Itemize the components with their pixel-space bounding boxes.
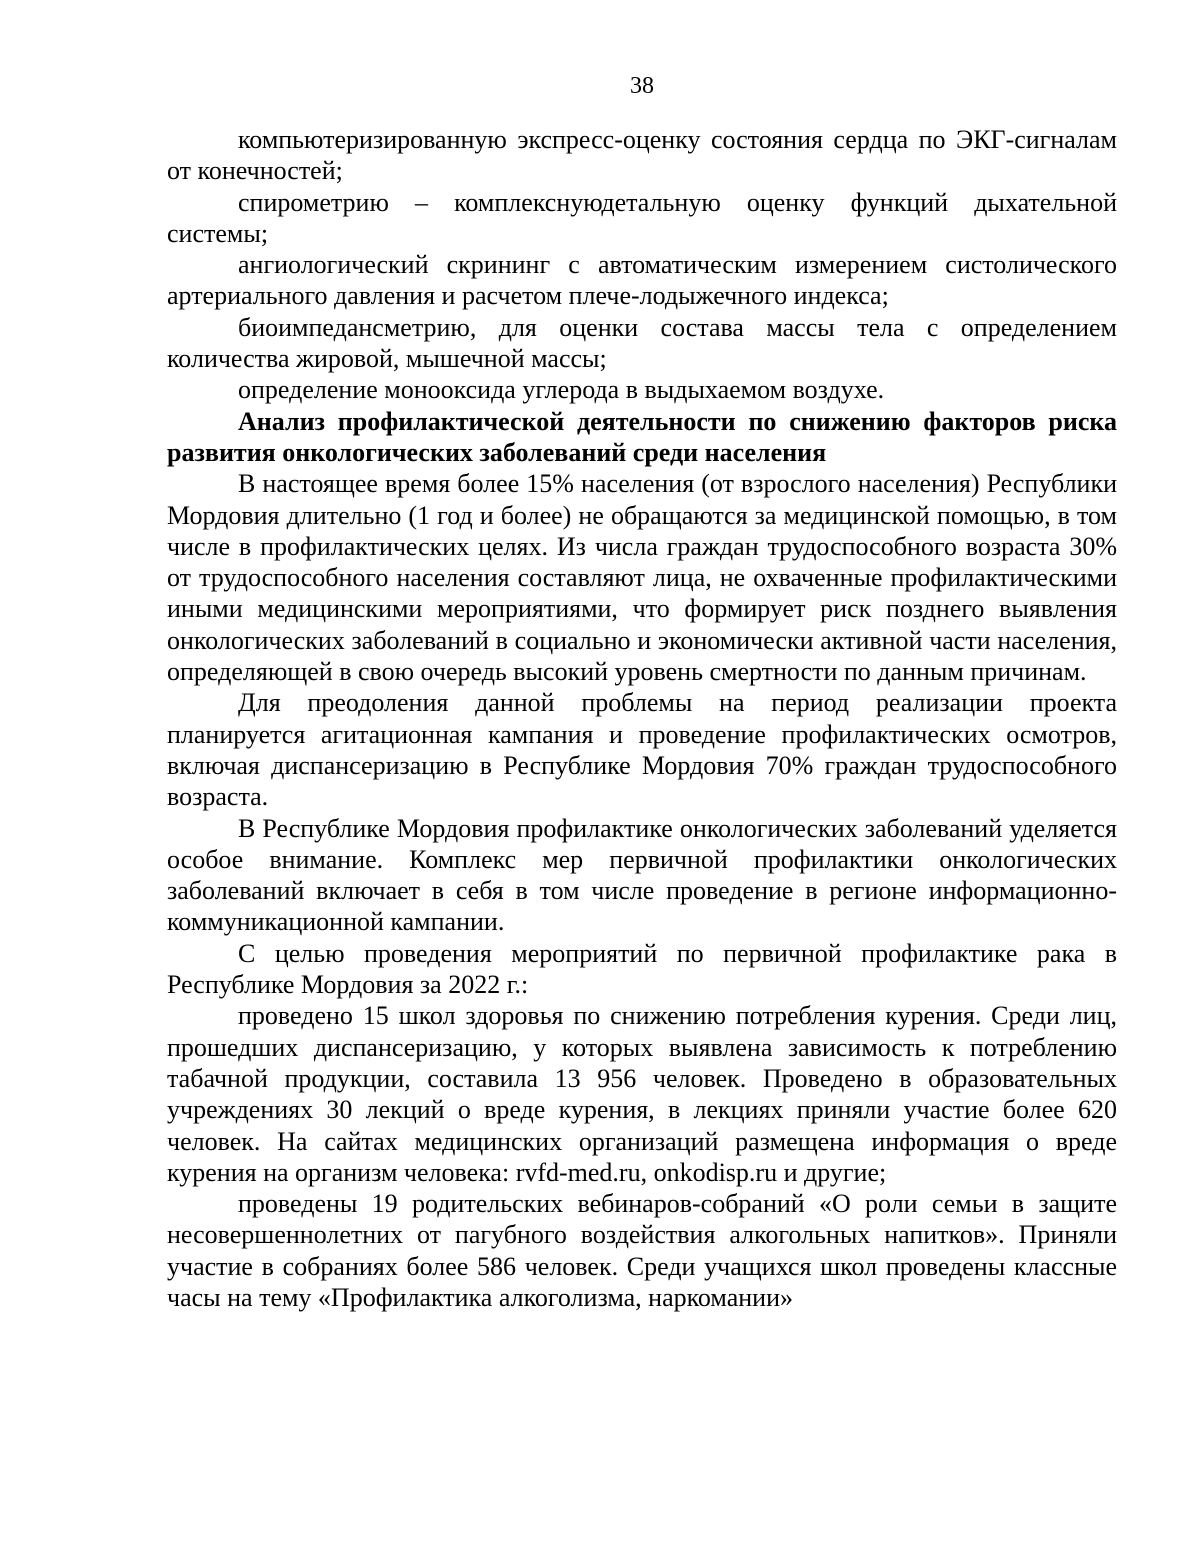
list-item-spirometry: спирометрию – комплекснуюдетальную оценку функций дыхательной системы; [167, 187, 1117, 248]
paragraph-campaign: Для преодоления данной проблемы на период реализации проекта планируется агитационная кампания и проведение профилактических осмотров, включая диспансеризацию в Республике Мордовия 70% граждан трудоспособного возраста. [167, 688, 1117, 812]
list-item-webinars: проведены 19 родительских вебинаров-собраний «О роли семьи в защите несовершеннолетних от пагубного воздействия алкогольных напитков». Приняли участие в собраниях более 586 человек. Среди учащихся школ проведены классные часы на тему «Профилактика алкоголизма, наркомании» [167, 1189, 1117, 1312]
paragraph-prevention: В Республике Мордовия профилактике онкологических заболеваний уделяется особое внимание. Комплекс мер первичной профилактики онкологических заболеваний включает в себя в том числе проведение в регионе информационно-коммуникационной кампании. [167, 813, 1117, 937]
list-item-carbon-monoxide: определение монооксида углерода в выдыхаемом воздухе. [238, 375, 885, 405]
list-item-ecg: компьютеризированную экспресс-оценку состояния сердца по ЭКГ-сигналам от конечностей; [167, 125, 1117, 186]
section-heading: Анализ профилактической деятельности по снижению факторов риска развития онкологических заболеваний среди населения [167, 406, 1117, 467]
list-item-angiology: ангиологический скрининг с автоматическим измерением систолического артериального давления и расчетом плече-лодыжечного индекса; [167, 250, 1117, 311]
list-item-bioimpedance: биоимпедансметрию, для оценки состава массы тела с определением количества жировой, мышечной массы; [167, 312, 1117, 374]
page-number: 38 [630, 73, 654, 99]
paragraph-measures-intro: С целью проведения мероприятий по первичной профилактике рака в Республике Мордовия за 2022 г.: [167, 938, 1117, 1000]
paragraph-population: В настоящее время более 15% населения (от взрослого населения) Республики Мордовия длительно (1 год и более) не обращаются за медицинской помощью, в том числе в профилактических целях. Из числа граждан трудоспособного возраста 30% от трудоспособного населения составляют лица, не охваченные профилактическими иными медицинскими мероприятиями, что формирует риск позднего выявления онкологических заболеваний в социально и экономически активной части населения, определяющей в свою очередь высокий уровень смертности по данным причинам. [167, 469, 1117, 687]
list-item-smoking: проведено 15 школ здоровья по снижению потребления курения. Среди лиц, прошедших диспансеризацию, у которых выявлена зависимость к потреблению табачной продукции, составила 13 956 человек. Проведено в образовательных учреждениях 30 лекций о вреде курения, в лекциях приняли участие более 620 человек. На сайтах медицинских организаций размещена информация о вреде курения на организм человека: rvfd-med.ru, onkodisp.ru и другие; [167, 1001, 1117, 1187]
document-body [167, 124, 1117, 1313]
